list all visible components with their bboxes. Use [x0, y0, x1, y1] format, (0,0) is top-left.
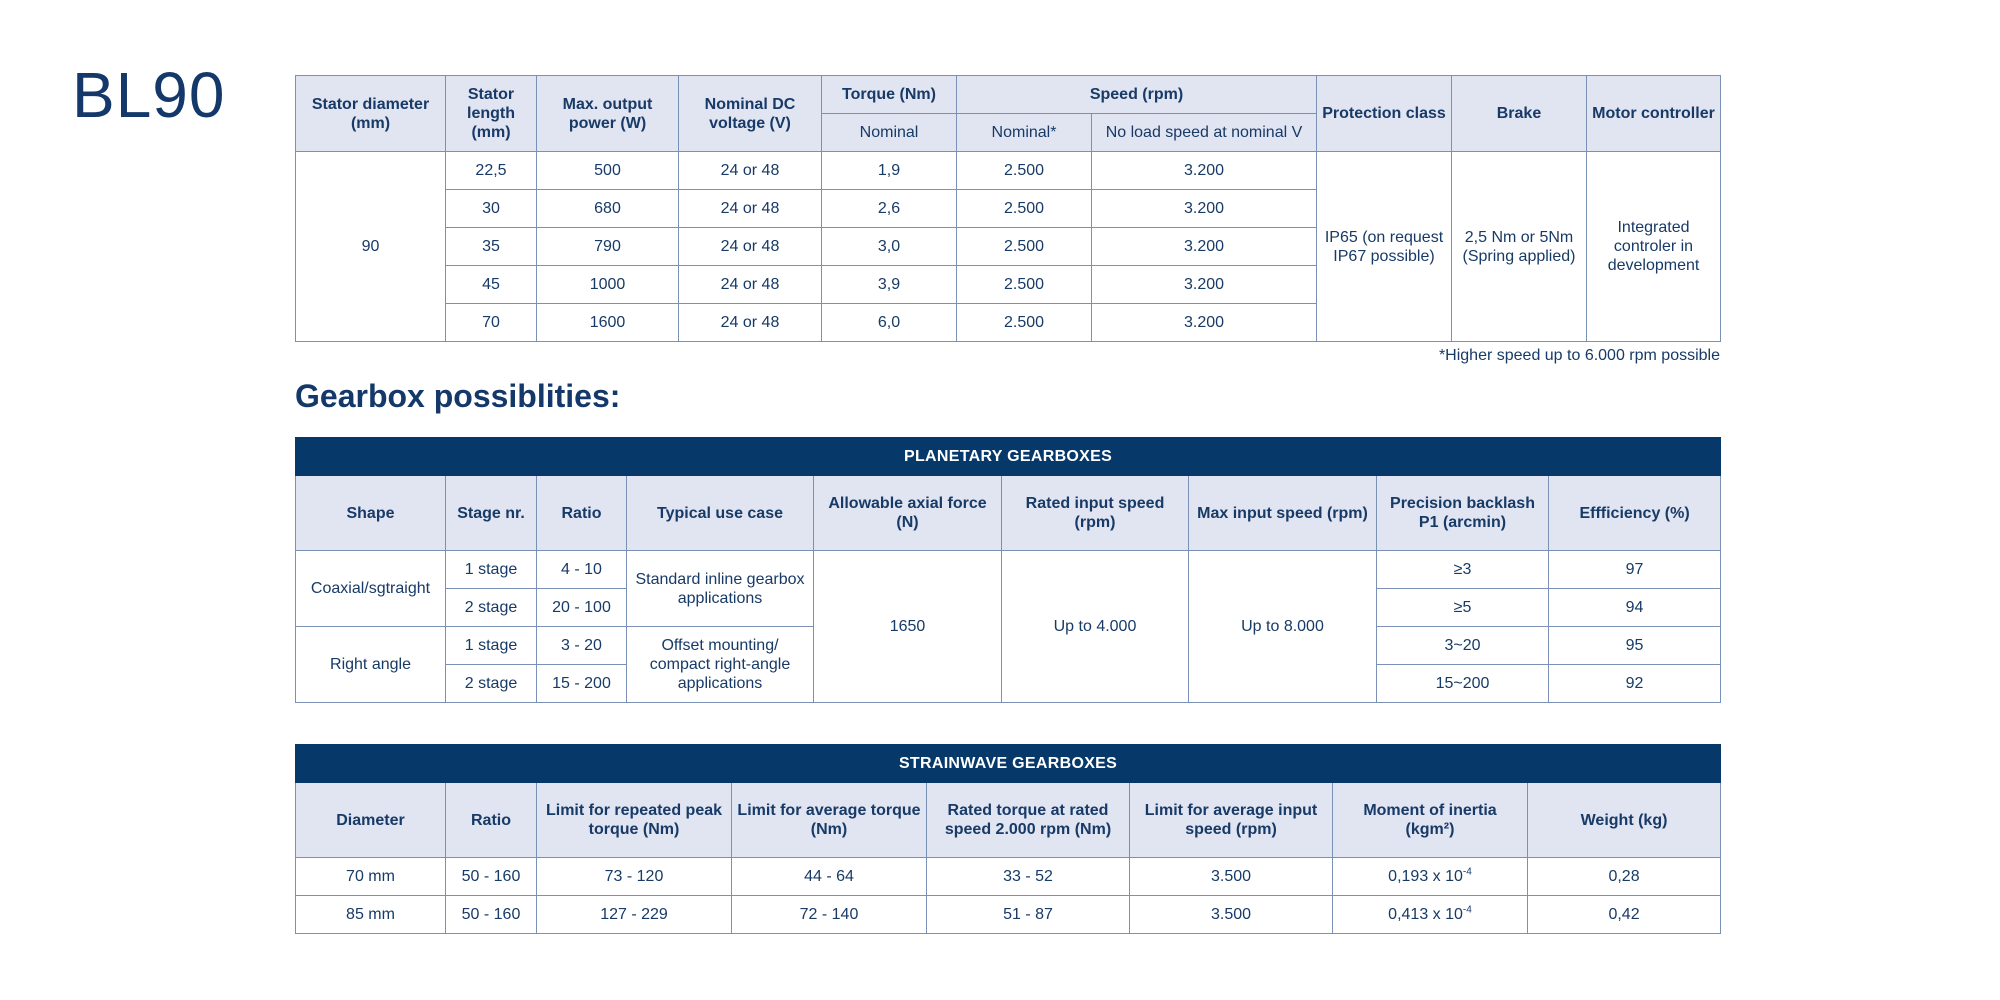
avg-torque-cell: 44 - 64 [732, 858, 927, 896]
speed-noload-cell: 3.200 [1092, 266, 1317, 304]
backlash-cell: ≥3 [1377, 551, 1549, 589]
controller-cell: Integrated controler in development [1587, 152, 1721, 342]
planetary-title: PLANETARY GEARBOXES [296, 438, 1721, 476]
ratio-cell: 50 - 160 [446, 858, 537, 896]
power-cell: 1600 [537, 304, 679, 342]
torque-cell: 6,0 [822, 304, 957, 342]
axial-force-cell: 1650 [814, 551, 1002, 703]
max-speed-cell: Up to 8.000 [1189, 551, 1377, 703]
power-cell: 790 [537, 228, 679, 266]
stator-diameter-cell: 90 [296, 152, 446, 342]
header-weight: Weight (kg) [1528, 783, 1721, 858]
peak-torque-cell: 73 - 120 [537, 858, 732, 896]
header-use-case: Typical use case [627, 476, 814, 551]
efficiency-cell: 94 [1549, 589, 1721, 627]
torque-cell: 1,9 [822, 152, 957, 190]
header-stator-length: Stator length (mm) [446, 76, 537, 152]
backlash-cell: ≥5 [1377, 589, 1549, 627]
header-torque-nominal: Nominal [822, 114, 957, 152]
brake-cell: 2,5 Nm or 5Nm (Spring applied) [1452, 152, 1587, 342]
speed-nominal-cell: 2.500 [957, 152, 1092, 190]
use-case-cell: Standard inline gearbox applications [627, 551, 814, 627]
rated-torque-cell: 51 - 87 [927, 896, 1130, 934]
table-row [296, 896, 1721, 934]
avg-speed-cell: 3.500 [1130, 896, 1333, 934]
efficiency-cell: 97 [1549, 551, 1721, 589]
header-shape: Shape [296, 476, 446, 551]
header-speed-noload: No load speed at nominal V [1092, 114, 1317, 152]
avg-torque-cell: 72 - 140 [732, 896, 927, 934]
header-controller: Motor controller [1587, 76, 1721, 152]
ratio-cell: 3 - 20 [537, 627, 627, 665]
use-case-cell: Offset mounting/ compact right-angle applications [627, 627, 814, 703]
ratio-cell: 20 - 100 [537, 589, 627, 627]
header-nominal-voltage: Nominal DC voltage (V) [679, 76, 822, 152]
header-rated-speed: Rated input speed (rpm) [1002, 476, 1189, 551]
strainwave-title: STRAINWAVE GEARBOXES [296, 745, 1721, 783]
header-efficiency: Effficiency (%) [1549, 476, 1721, 551]
header-stage: Stage nr. [446, 476, 537, 551]
ratio-cell: 50 - 160 [446, 896, 537, 934]
avg-speed-cell: 3.500 [1130, 858, 1333, 896]
gearbox-section-title: Gearbox possiblities: [295, 378, 621, 414]
torque-cell: 3,0 [822, 228, 957, 266]
header-max-speed: Max input speed (rpm) [1189, 476, 1377, 551]
efficiency-cell: 92 [1549, 665, 1721, 703]
weight-cell: 0,28 [1528, 858, 1721, 896]
table-row [296, 551, 1721, 589]
header-avg-torque: Limit for average torque (Nm) [732, 783, 927, 858]
protection-cell: IP65 (on request IP67 possible) [1317, 152, 1452, 342]
stage-cell: 2 stage [446, 589, 537, 627]
header-backlash: Precision backlash P1 (arcmin) [1377, 476, 1549, 551]
weight-cell: 0,42 [1528, 896, 1721, 934]
header-protection: Protection class [1317, 76, 1452, 152]
inertia-value: 0,193 x 10 [1388, 868, 1463, 885]
header-diameter: Diameter [296, 783, 446, 858]
peak-torque-cell: 127 - 229 [537, 896, 732, 934]
length-cell: 22,5 [446, 152, 537, 190]
length-cell: 45 [446, 266, 537, 304]
torque-cell: 2,6 [822, 190, 957, 228]
power-cell: 1000 [537, 266, 679, 304]
speed-nominal-cell: 2.500 [957, 190, 1092, 228]
inertia-exponent: -4 [1462, 866, 1472, 878]
header-inertia: Moment of inertia (kgm²) [1333, 783, 1528, 858]
planetary-gearbox-table [295, 437, 1721, 703]
header-stator-diameter: Stator diameter (mm) [296, 76, 446, 152]
diameter-cell: 70 mm [296, 858, 446, 896]
header-brake: Brake [1452, 76, 1587, 152]
rated-speed-cell: Up to 4.000 [1002, 551, 1189, 703]
header-speed: Speed (rpm) [957, 76, 1317, 114]
model-title: BL90 [72, 59, 226, 131]
voltage-cell: 24 or 48 [679, 152, 822, 190]
speed-nominal-cell: 2.500 [957, 228, 1092, 266]
header-ratio: Ratio [446, 783, 537, 858]
motor-spec-table [295, 75, 1721, 342]
stage-cell: 1 stage [446, 627, 537, 665]
backlash-cell: 3~20 [1377, 627, 1549, 665]
table-row [296, 858, 1721, 896]
shape-cell: Coaxial/sgtraight [296, 551, 446, 627]
backlash-cell: 15~200 [1377, 665, 1549, 703]
speed-footnote: *Higher speed up to 6.000 rpm possible [1438, 347, 1720, 364]
inertia-cell [1333, 858, 1528, 896]
power-cell: 500 [537, 152, 679, 190]
voltage-cell: 24 or 48 [679, 228, 822, 266]
header-avg-speed: Limit for average input speed (rpm) [1130, 783, 1333, 858]
header-axial-force: Allowable axial force (N) [814, 476, 1002, 551]
inertia-cell [1333, 896, 1528, 934]
efficiency-cell: 95 [1549, 627, 1721, 665]
voltage-cell: 24 or 48 [679, 190, 822, 228]
rated-torque-cell: 33 - 52 [927, 858, 1130, 896]
length-cell: 30 [446, 190, 537, 228]
header-rated-torque: Rated torque at rated speed 2.000 rpm (Nm) [927, 783, 1130, 858]
power-cell: 680 [537, 190, 679, 228]
speed-noload-cell: 3.200 [1092, 228, 1317, 266]
voltage-cell: 24 or 48 [679, 266, 822, 304]
header-max-output: Max. output power (W) [537, 76, 679, 152]
ratio-cell: 4 - 10 [537, 551, 627, 589]
diameter-cell: 85 mm [296, 896, 446, 934]
length-cell: 70 [446, 304, 537, 342]
stage-cell: 1 stage [446, 551, 537, 589]
stage-cell: 2 stage [446, 665, 537, 703]
strainwave-gearbox-table [295, 744, 1721, 934]
ratio-cell: 15 - 200 [537, 665, 627, 703]
inertia-exponent: -4 [1462, 904, 1472, 916]
speed-nominal-cell: 2.500 [957, 304, 1092, 342]
speed-noload-cell: 3.200 [1092, 152, 1317, 190]
header-torque: Torque (Nm) [822, 76, 957, 114]
header-peak-torque: Limit for repeated peak torque (Nm) [537, 783, 732, 858]
torque-cell: 3,9 [822, 266, 957, 304]
header-speed-nominal: Nominal* [957, 114, 1092, 152]
speed-noload-cell: 3.200 [1092, 190, 1317, 228]
speed-nominal-cell: 2.500 [957, 266, 1092, 304]
voltage-cell: 24 or 48 [679, 304, 822, 342]
table-row [296, 152, 1721, 190]
shape-cell: Right angle [296, 627, 446, 703]
speed-noload-cell: 3.200 [1092, 304, 1317, 342]
header-ratio: Ratio [537, 476, 627, 551]
length-cell: 35 [446, 228, 537, 266]
inertia-value: 0,413 x 10 [1388, 906, 1463, 923]
